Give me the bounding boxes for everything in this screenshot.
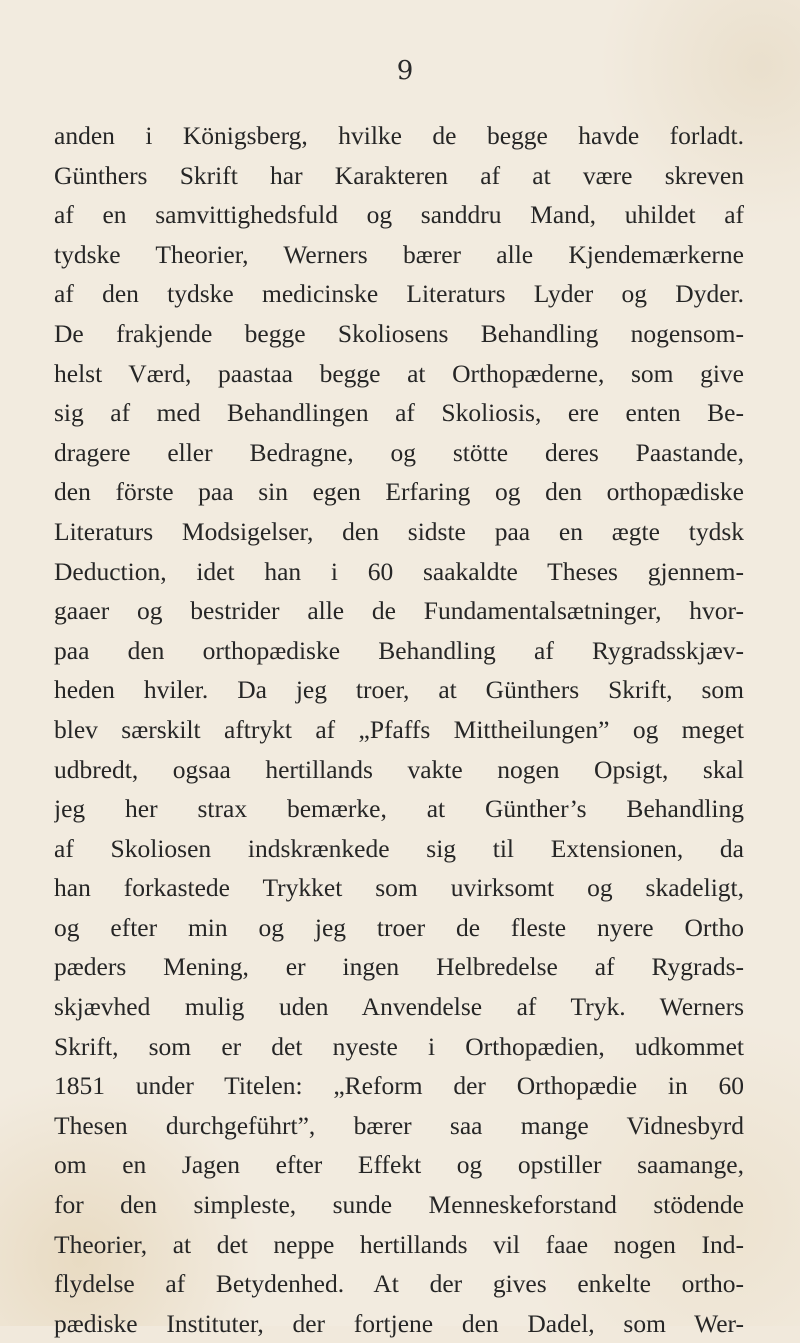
text-line: gaaer og bestrider alle de Fundamentalsætninger, hvor- [54,596,744,626]
text-line: af en samvittighedsfuld og sanddru Mand, uhildet af [54,200,744,230]
text-line: pædiske Instituter, der fortjene den Dadel, som Wer- [54,1308,744,1338]
text-line: pæders Mening, er ingen Helbredelse af Rygrads- [54,952,744,982]
text-line: udbredt, ogsaa hertillands vakte nogen Opsigt, skal [54,754,744,784]
text-line: blev særskilt aftrykt af „Pfaffs Mittheilungen” og meget [54,714,744,744]
text-line: for den simpleste, sunde Menneskeforstand stödende [54,1190,744,1220]
text-line: 1851 under Titelen: „Reform der Orthopædie in 60 [54,1071,744,1101]
text-line: Skrift, som er det nyeste i Orthopædien, udkommet [54,1031,744,1061]
text-line: jeg her strax bemærke, at Günther’s Behandling [54,794,744,824]
text-line: sig af med Behandlingen af Skoliosis, ere enten Be- [54,398,744,428]
body-text [54,116,744,1343]
text-line: Deduction, idet han i 60 saakaldte Theses gjennem- [54,556,744,586]
page-number: 9 [396,56,414,86]
text-line: tydske Theorier, Werners bærer alle Kjendemærkerne [54,239,744,269]
text-line: Theorier, at det neppe hertillands vil faae nogen Ind- [54,1229,744,1259]
text-line: Literaturs Modsigelser, den sidste paa en ægte tydsk [54,516,744,546]
text-line: skjævhed mulig uden Anvendelse af Tryk. Werners [54,992,744,1022]
text-line: helst Værd, paastaa begge at Orthopæderne, som give [54,358,744,388]
text-line: den förste paa sin egen Erfaring og den orthopædiske [54,477,744,507]
text-line: flydelse af Betydenhed. At der gives enkelte ortho- [54,1269,744,1299]
text-line: dragere eller Bedragne, og stötte deres Paastande, [54,437,744,467]
text-line: af Skoliosen indskrænkede sig til Extensionen, da [54,833,744,863]
text-line: paa den orthopædiske Behandling af Rygradsskjæv- [54,635,744,665]
text-line: anden i Königsberg, hvilke de begge havde forladt. [54,121,744,150]
text-line: om en Jagen efter Effekt og opstiller saamange, [54,1150,744,1180]
text-line: De frakjende begge Skoliosens Behandling nogensom- [54,318,744,348]
text-line: af den tydske medicinske Literaturs Lyder og Dyder. [54,279,744,309]
text-line: han forkastede Trykket som uvirksomt og skadeligt, [54,873,744,903]
text-line: heden hviler. Da jeg troer, at Günthers Skrift, som [54,675,744,705]
text-line: Thesen durchgeführt”, bærer saa mange Vidnesbyrd [54,1110,744,1140]
text-line: og efter min og jeg troer de fleste nyere Ortho [54,912,744,942]
text-line: Günthers Skrift har Karakteren af at være skreven [54,160,744,190]
